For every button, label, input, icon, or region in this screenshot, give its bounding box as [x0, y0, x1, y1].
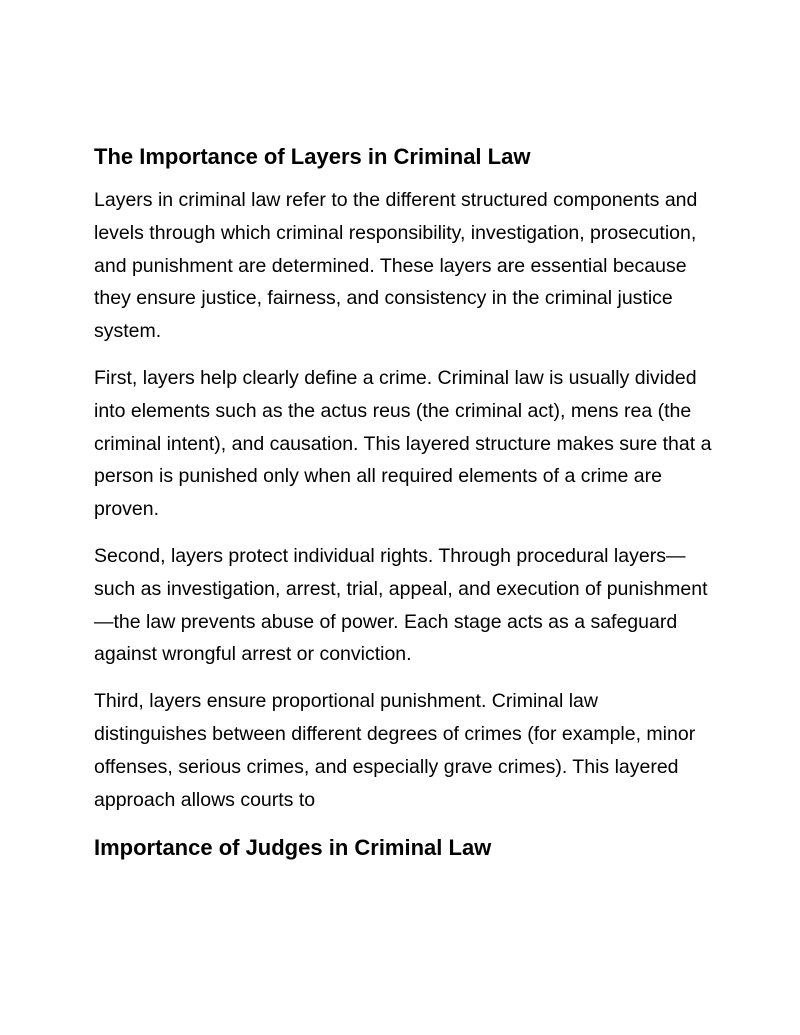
paragraph-intro: Layers in criminal law refer to the different structured components and levels through which criminal responsibility, investigation, prosecution, and punishment are determined. These layers are essential because they ensure justice, fairness, and consistency in the criminal justice system. [94, 189, 698, 343]
paragraph-first: First, layers help clearly define a crime. Criminal law is usually divided into elements such as the actus reus (the criminal act), mens rea (the criminal intent), and causation. This layered structure makes sure that a person is punished only when all required elements of a crime are proven. [94, 366, 712, 521]
paragraph-second: Second, layers protect individual rights. Through procedural layers—such as investigation, arrest, trial, appeal, and execution of punishment—the law prevents abuse of power. Each stage acts as a safeguard against wrongful arrest or conviction. [94, 544, 708, 666]
section-heading-judges: Importance of Judges in Criminal Law [94, 835, 492, 861]
paragraph-third: Third, layers ensure proportional punishment. Criminal law distinguishes between different degrees of crimes (for example, minor offenses, serious crimes, and especially grave crimes). This layered approach allows courts to [94, 690, 696, 811]
section-heading-layers: The Importance of Layers in Criminal Law [94, 144, 531, 169]
document-body [94, 143, 714, 862]
